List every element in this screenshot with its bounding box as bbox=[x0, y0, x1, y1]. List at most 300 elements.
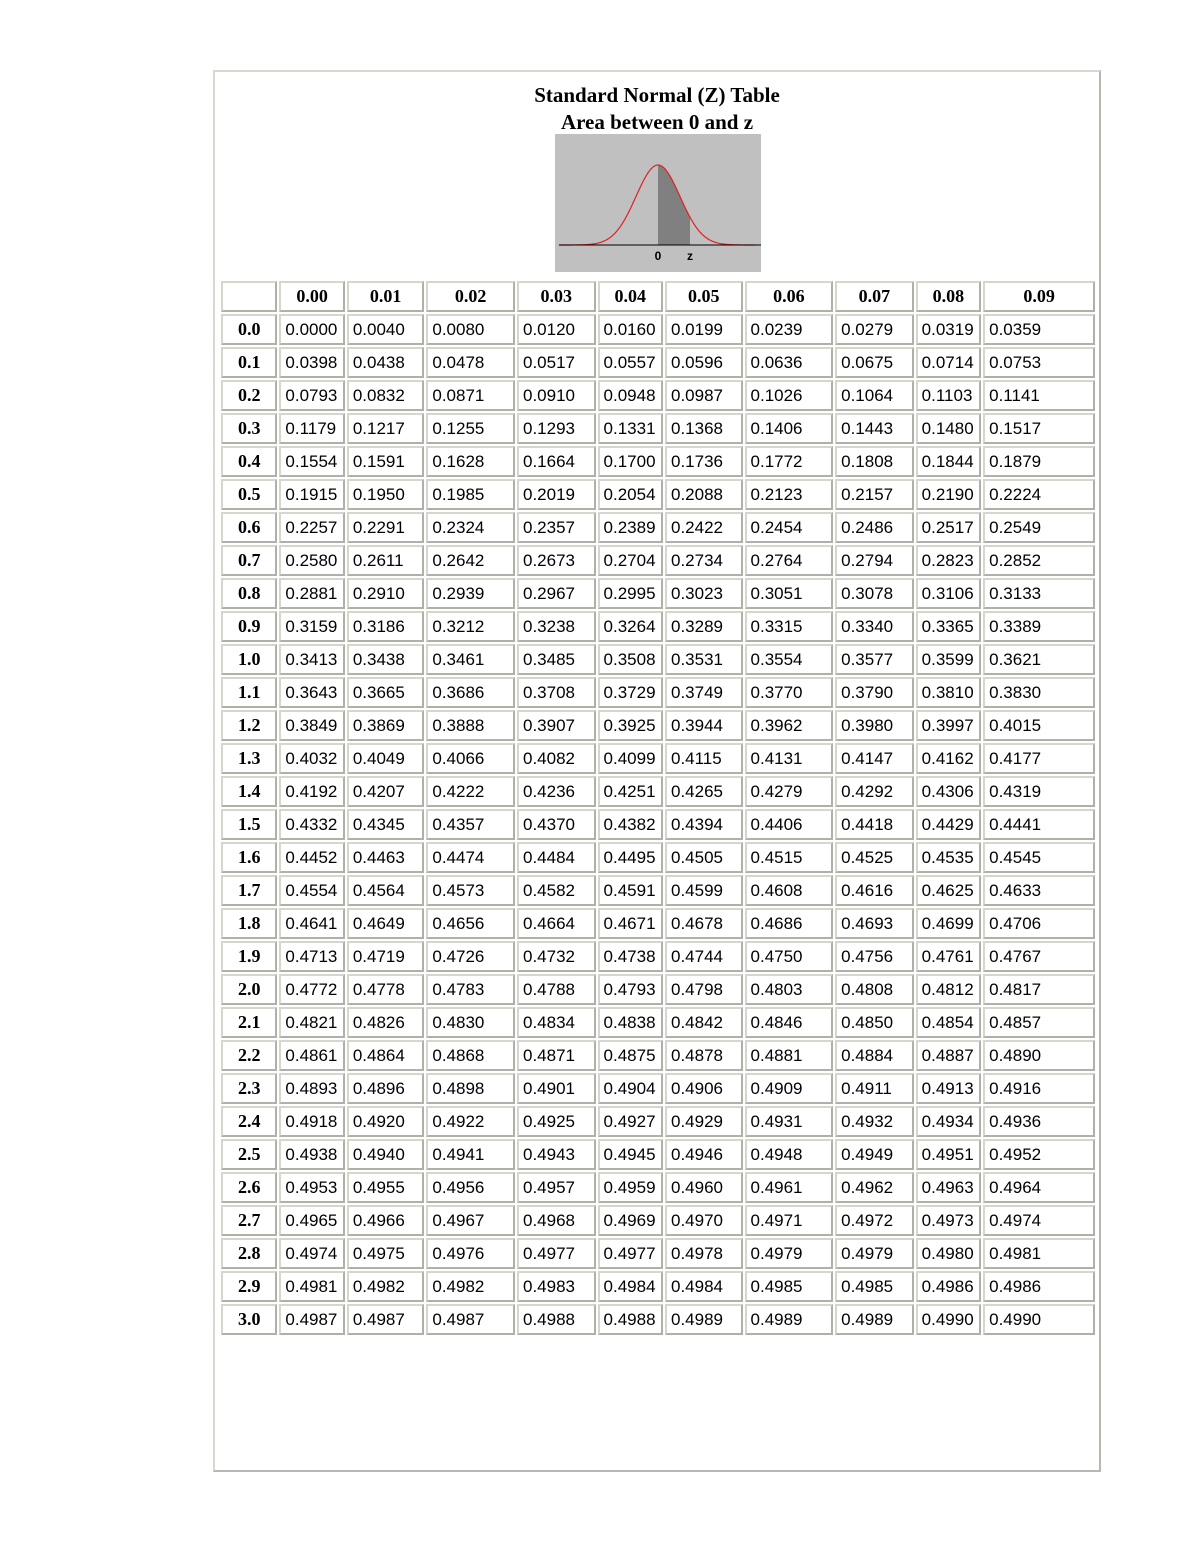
table-cell: 0.0478 bbox=[426, 347, 515, 378]
table-cell: 0.3051 bbox=[745, 578, 834, 609]
table-cell: 0.3365 bbox=[916, 611, 981, 642]
table-cell: 0.3238 bbox=[517, 611, 596, 642]
table-cell: 0.4452 bbox=[279, 842, 344, 873]
table-cell: 0.2939 bbox=[426, 578, 515, 609]
table-cell: 0.4989 bbox=[745, 1304, 834, 1335]
table-cell: 0.1591 bbox=[347, 446, 425, 477]
table-cell: 0.2764 bbox=[745, 545, 834, 576]
row-header: 1.8 bbox=[221, 908, 277, 939]
row-header: 2.8 bbox=[221, 1238, 277, 1269]
table-cell: 0.4967 bbox=[426, 1205, 515, 1236]
table-cell: 0.0160 bbox=[598, 314, 663, 345]
table-row bbox=[221, 380, 1095, 411]
table-cell: 0.4394 bbox=[665, 809, 743, 840]
table-cell: 0.4987 bbox=[279, 1304, 344, 1335]
table-cell: 0.3212 bbox=[426, 611, 515, 642]
table-cell: 0.3531 bbox=[665, 644, 743, 675]
table-cell: 0.2454 bbox=[745, 512, 834, 543]
table-cell: 0.4830 bbox=[426, 1007, 515, 1038]
table-row bbox=[221, 1172, 1095, 1203]
table-cell: 0.4625 bbox=[916, 875, 981, 906]
row-header: 0.6 bbox=[221, 512, 277, 543]
table-cell: 0.4808 bbox=[835, 974, 914, 1005]
table-cell: 0.0000 bbox=[279, 314, 344, 345]
table-cell: 0.0596 bbox=[665, 347, 743, 378]
table-cell: 0.4177 bbox=[983, 743, 1095, 774]
table-cell: 0.4788 bbox=[517, 974, 596, 1005]
table-cell: 0.4732 bbox=[517, 941, 596, 972]
table-cell: 0.3665 bbox=[347, 677, 425, 708]
table-cell: 0.0793 bbox=[279, 380, 344, 411]
table-cell: 0.4929 bbox=[665, 1106, 743, 1137]
table-cell: 0.0675 bbox=[835, 347, 914, 378]
table-cell: 0.4961 bbox=[745, 1172, 834, 1203]
row-header: 0.0 bbox=[221, 314, 277, 345]
table-cell: 0.4982 bbox=[426, 1271, 515, 1302]
table-cell: 0.0636 bbox=[745, 347, 834, 378]
header-row bbox=[221, 281, 1095, 312]
row-header: 2.6 bbox=[221, 1172, 277, 1203]
table-cell: 0.4693 bbox=[835, 908, 914, 939]
table-cell: 0.4896 bbox=[347, 1073, 425, 1104]
table-cell: 0.0120 bbox=[517, 314, 596, 345]
table-cell: 0.3438 bbox=[347, 644, 425, 675]
table-row bbox=[221, 908, 1095, 939]
table-body bbox=[221, 314, 1095, 1335]
table-cell: 0.4474 bbox=[426, 842, 515, 873]
table-cell: 0.4989 bbox=[835, 1304, 914, 1335]
table-cell: 0.3770 bbox=[745, 677, 834, 708]
table-cell: 0.2910 bbox=[347, 578, 425, 609]
table-cell: 0.1103 bbox=[916, 380, 981, 411]
table-row bbox=[221, 1073, 1095, 1104]
table-row bbox=[221, 314, 1095, 345]
table-cell: 0.4890 bbox=[983, 1040, 1095, 1071]
row-header: 0.2 bbox=[221, 380, 277, 411]
table-row bbox=[221, 1007, 1095, 1038]
table-cell: 0.4162 bbox=[916, 743, 981, 774]
table-cell: 0.4979 bbox=[745, 1238, 834, 1269]
table-cell: 0.4984 bbox=[598, 1271, 663, 1302]
table-cell: 0.4049 bbox=[347, 743, 425, 774]
table-row bbox=[221, 1106, 1095, 1137]
table-cell: 0.4974 bbox=[983, 1205, 1095, 1236]
table-cell: 0.4591 bbox=[598, 875, 663, 906]
table-cell: 0.3849 bbox=[279, 710, 344, 741]
table-cell: 0.3554 bbox=[745, 644, 834, 675]
table-cell: 0.4974 bbox=[279, 1238, 344, 1269]
table-cell: 0.4713 bbox=[279, 941, 344, 972]
table-cell: 0.4985 bbox=[835, 1271, 914, 1302]
table-cell: 0.3315 bbox=[745, 611, 834, 642]
table-cell: 0.2967 bbox=[517, 578, 596, 609]
table-cell: 0.1950 bbox=[347, 479, 425, 510]
table-cell: 0.2422 bbox=[665, 512, 743, 543]
table-row bbox=[221, 347, 1095, 378]
zero-label: 0 bbox=[654, 249, 662, 263]
table-row bbox=[221, 743, 1095, 774]
table-cell: 0.4972 bbox=[835, 1205, 914, 1236]
table-cell: 0.4756 bbox=[835, 941, 914, 972]
table-cell: 0.4884 bbox=[835, 1040, 914, 1071]
row-header: 2.0 bbox=[221, 974, 277, 1005]
table-cell: 0.4986 bbox=[916, 1271, 981, 1302]
table-cell: 0.4525 bbox=[835, 842, 914, 873]
table-cell: 0.3599 bbox=[916, 644, 981, 675]
table-cell: 0.1517 bbox=[983, 413, 1095, 444]
table-cell: 0.1879 bbox=[983, 446, 1095, 477]
table-cell: 0.4934 bbox=[916, 1106, 981, 1137]
row-header: 0.7 bbox=[221, 545, 277, 576]
table-cell: 0.1554 bbox=[279, 446, 344, 477]
row-header: 0.8 bbox=[221, 578, 277, 609]
table-cell: 0.1480 bbox=[916, 413, 981, 444]
table-row bbox=[221, 875, 1095, 906]
row-header: 1.4 bbox=[221, 776, 277, 807]
table-cell: 0.1293 bbox=[517, 413, 596, 444]
table-cell: 0.4821 bbox=[279, 1007, 344, 1038]
table-cell: 0.3686 bbox=[426, 677, 515, 708]
table-cell: 0.4953 bbox=[279, 1172, 344, 1203]
table-cell: 0.0753 bbox=[983, 347, 1095, 378]
table-row bbox=[221, 1139, 1095, 1170]
table-cell: 0.4963 bbox=[916, 1172, 981, 1203]
table-cell: 0.4878 bbox=[665, 1040, 743, 1071]
column-header: 0.00 bbox=[279, 281, 344, 312]
table-cell: 0.4484 bbox=[517, 842, 596, 873]
table-cell: 0.4345 bbox=[347, 809, 425, 840]
table-cell: 0.4969 bbox=[598, 1205, 663, 1236]
table-cell: 0.4989 bbox=[665, 1304, 743, 1335]
table-cell: 0.2019 bbox=[517, 479, 596, 510]
row-header: 0.4 bbox=[221, 446, 277, 477]
table-cell: 0.4265 bbox=[665, 776, 743, 807]
table-cell: 0.4582 bbox=[517, 875, 596, 906]
table-row bbox=[221, 611, 1095, 642]
table-row bbox=[221, 644, 1095, 675]
z-label: z bbox=[687, 249, 693, 263]
table-row bbox=[221, 578, 1095, 609]
table-cell: 0.4633 bbox=[983, 875, 1095, 906]
table-cell: 0.1064 bbox=[835, 380, 914, 411]
table-cell: 0.0239 bbox=[745, 314, 834, 345]
table-cell: 0.4505 bbox=[665, 842, 743, 873]
table-cell: 0.1443 bbox=[835, 413, 914, 444]
table-cell: 0.4783 bbox=[426, 974, 515, 1005]
title-block bbox=[215, 82, 1099, 136]
table-row bbox=[221, 809, 1095, 840]
table-cell: 0.3389 bbox=[983, 611, 1095, 642]
table-cell: 0.4842 bbox=[665, 1007, 743, 1038]
column-header: 0.08 bbox=[916, 281, 981, 312]
table-cell: 0.4803 bbox=[745, 974, 834, 1005]
table-cell: 0.0319 bbox=[916, 314, 981, 345]
table-cell: 0.4664 bbox=[517, 908, 596, 939]
table-cell: 0.0948 bbox=[598, 380, 663, 411]
table-cell: 0.4608 bbox=[745, 875, 834, 906]
table-cell: 0.4564 bbox=[347, 875, 425, 906]
table-cell: 0.4251 bbox=[598, 776, 663, 807]
table-cell: 0.2611 bbox=[347, 545, 425, 576]
table-cell: 0.3708 bbox=[517, 677, 596, 708]
table-cell: 0.1808 bbox=[835, 446, 914, 477]
table-cell: 0.4965 bbox=[279, 1205, 344, 1236]
row-header: 0.3 bbox=[221, 413, 277, 444]
table-cell: 0.4719 bbox=[347, 941, 425, 972]
table-cell: 0.1915 bbox=[279, 479, 344, 510]
table-cell: 0.4370 bbox=[517, 809, 596, 840]
table-cell: 0.1664 bbox=[517, 446, 596, 477]
table-row bbox=[221, 479, 1095, 510]
table-cell: 0.4864 bbox=[347, 1040, 425, 1071]
table-cell: 0.4949 bbox=[835, 1139, 914, 1170]
table-cell: 0.4429 bbox=[916, 809, 981, 840]
corner-cell bbox=[221, 281, 277, 312]
table-cell: 0.0517 bbox=[517, 347, 596, 378]
table-cell: 0.2190 bbox=[916, 479, 981, 510]
row-header: 2.3 bbox=[221, 1073, 277, 1104]
table-cell: 0.1985 bbox=[426, 479, 515, 510]
table-cell: 0.4941 bbox=[426, 1139, 515, 1170]
table-cell: 0.0359 bbox=[983, 314, 1095, 345]
table-row bbox=[221, 446, 1095, 477]
table-cell: 0.4973 bbox=[916, 1205, 981, 1236]
row-header: 1.5 bbox=[221, 809, 277, 840]
table-cell: 0.4817 bbox=[983, 974, 1095, 1005]
table-cell: 0.4931 bbox=[745, 1106, 834, 1137]
table-cell: 0.4131 bbox=[745, 743, 834, 774]
table-row bbox=[221, 710, 1095, 741]
table-cell: 0.4554 bbox=[279, 875, 344, 906]
table-row bbox=[221, 1238, 1095, 1269]
table-cell: 0.2704 bbox=[598, 545, 663, 576]
table-cell: 0.4943 bbox=[517, 1139, 596, 1170]
table-cell: 0.3997 bbox=[916, 710, 981, 741]
row-header: 1.3 bbox=[221, 743, 277, 774]
table-cell: 0.4192 bbox=[279, 776, 344, 807]
table-cell: 0.4901 bbox=[517, 1073, 596, 1104]
table-cell: 0.0438 bbox=[347, 347, 425, 378]
table-cell: 0.3962 bbox=[745, 710, 834, 741]
table-cell: 0.4990 bbox=[916, 1304, 981, 1335]
column-header: 0.09 bbox=[983, 281, 1095, 312]
z-table-panel bbox=[213, 70, 1101, 1472]
table-cell: 0.3810 bbox=[916, 677, 981, 708]
table-cell: 0.4975 bbox=[347, 1238, 425, 1269]
column-header: 0.04 bbox=[598, 281, 663, 312]
column-header: 0.02 bbox=[426, 281, 515, 312]
table-cell: 0.4738 bbox=[598, 941, 663, 972]
table-cell: 0.4945 bbox=[598, 1139, 663, 1170]
table-cell: 0.4099 bbox=[598, 743, 663, 774]
bell-curve-line bbox=[559, 165, 755, 245]
table-cell: 0.4898 bbox=[426, 1073, 515, 1104]
table-cell: 0.4906 bbox=[665, 1073, 743, 1104]
table-cell: 0.4964 bbox=[983, 1172, 1095, 1203]
table-cell: 0.2123 bbox=[745, 479, 834, 510]
table-cell: 0.4875 bbox=[598, 1040, 663, 1071]
table-cell: 0.4887 bbox=[916, 1040, 981, 1071]
table-cell: 0.0910 bbox=[517, 380, 596, 411]
table-cell: 0.4984 bbox=[665, 1271, 743, 1302]
page-title: Standard Normal (Z) Table bbox=[534, 83, 780, 107]
table-cell: 0.4767 bbox=[983, 941, 1095, 972]
table-cell: 0.4418 bbox=[835, 809, 914, 840]
table-cell: 0.2852 bbox=[983, 545, 1095, 576]
row-header: 2.5 bbox=[221, 1139, 277, 1170]
table-cell: 0.2088 bbox=[665, 479, 743, 510]
table-cell: 0.4292 bbox=[835, 776, 914, 807]
table-cell: 0.4911 bbox=[835, 1073, 914, 1104]
table-cell: 0.2517 bbox=[916, 512, 981, 543]
table-cell: 0.3508 bbox=[598, 644, 663, 675]
row-header: 3.0 bbox=[221, 1304, 277, 1335]
table-cell: 0.4744 bbox=[665, 941, 743, 972]
table-cell: 0.4793 bbox=[598, 974, 663, 1005]
row-header: 2.1 bbox=[221, 1007, 277, 1038]
table-cell: 0.4962 bbox=[835, 1172, 914, 1203]
column-header: 0.07 bbox=[835, 281, 914, 312]
table-cell: 0.4966 bbox=[347, 1205, 425, 1236]
table-cell: 0.4357 bbox=[426, 809, 515, 840]
table-cell: 0.4678 bbox=[665, 908, 743, 939]
table-cell: 0.3830 bbox=[983, 677, 1095, 708]
page-subtitle: Area between 0 and z bbox=[560, 110, 754, 134]
table-cell: 0.4798 bbox=[665, 974, 743, 1005]
table-cell: 0.2224 bbox=[983, 479, 1095, 510]
table-cell: 0.0714 bbox=[916, 347, 981, 378]
table-cell: 0.0987 bbox=[665, 380, 743, 411]
table-cell: 0.2642 bbox=[426, 545, 515, 576]
table-cell: 0.2157 bbox=[835, 479, 914, 510]
table-cell: 0.1255 bbox=[426, 413, 515, 444]
table-row bbox=[221, 974, 1095, 1005]
table-cell: 0.3340 bbox=[835, 611, 914, 642]
table-cell: 0.4850 bbox=[835, 1007, 914, 1038]
table-cell: 0.4904 bbox=[598, 1073, 663, 1104]
table-cell: 0.4871 bbox=[517, 1040, 596, 1071]
table-cell: 0.4982 bbox=[347, 1271, 425, 1302]
column-header: 0.01 bbox=[347, 281, 425, 312]
table-cell: 0.4082 bbox=[517, 743, 596, 774]
table-cell: 0.4986 bbox=[983, 1271, 1095, 1302]
table-cell: 0.4960 bbox=[665, 1172, 743, 1203]
table-cell: 0.3461 bbox=[426, 644, 515, 675]
table-cell: 0.2794 bbox=[835, 545, 914, 576]
column-header: 0.05 bbox=[665, 281, 743, 312]
table-cell: 0.4957 bbox=[517, 1172, 596, 1203]
table-cell: 0.4616 bbox=[835, 875, 914, 906]
table-cell: 0.2054 bbox=[598, 479, 663, 510]
table-cell: 0.1736 bbox=[665, 446, 743, 477]
table-cell: 0.4495 bbox=[598, 842, 663, 873]
table-cell: 0.4893 bbox=[279, 1073, 344, 1104]
row-header: 1.7 bbox=[221, 875, 277, 906]
table-row bbox=[221, 413, 1095, 444]
table-cell: 0.3577 bbox=[835, 644, 914, 675]
table-cell: 0.4922 bbox=[426, 1106, 515, 1137]
table-cell: 0.2291 bbox=[347, 512, 425, 543]
table-cell: 0.1700 bbox=[598, 446, 663, 477]
table-cell: 0.4988 bbox=[598, 1304, 663, 1335]
table-cell: 0.2881 bbox=[279, 578, 344, 609]
table-cell: 0.2389 bbox=[598, 512, 663, 543]
table-cell: 0.1406 bbox=[745, 413, 834, 444]
shaded-area bbox=[658, 165, 690, 245]
table-cell: 0.2357 bbox=[517, 512, 596, 543]
table-cell: 0.3133 bbox=[983, 578, 1095, 609]
row-header: 1.2 bbox=[221, 710, 277, 741]
table-cell: 0.4979 bbox=[835, 1238, 914, 1269]
table-cell: 0.2673 bbox=[517, 545, 596, 576]
table-cell: 0.4236 bbox=[517, 776, 596, 807]
table-cell: 0.3888 bbox=[426, 710, 515, 741]
table-row bbox=[221, 512, 1095, 543]
row-header: 2.2 bbox=[221, 1040, 277, 1071]
table-cell: 0.3729 bbox=[598, 677, 663, 708]
table-cell: 0.3643 bbox=[279, 677, 344, 708]
table-cell: 0.4988 bbox=[517, 1304, 596, 1335]
table-cell: 0.4441 bbox=[983, 809, 1095, 840]
table-cell: 0.4812 bbox=[916, 974, 981, 1005]
row-header: 0.9 bbox=[221, 611, 277, 642]
table-cell: 0.4545 bbox=[983, 842, 1095, 873]
table-cell: 0.1179 bbox=[279, 413, 344, 444]
row-header: 2.7 bbox=[221, 1205, 277, 1236]
normal-curve-svg bbox=[555, 134, 761, 272]
table-cell: 0.3907 bbox=[517, 710, 596, 741]
table-cell: 0.4977 bbox=[517, 1238, 596, 1269]
table-cell: 0.3186 bbox=[347, 611, 425, 642]
table-cell: 0.4726 bbox=[426, 941, 515, 972]
table-cell: 0.1772 bbox=[745, 446, 834, 477]
table-cell: 0.3790 bbox=[835, 677, 914, 708]
table-cell: 0.3485 bbox=[517, 644, 596, 675]
table-cell: 0.3106 bbox=[916, 578, 981, 609]
row-header: 1.1 bbox=[221, 677, 277, 708]
table-cell: 0.0832 bbox=[347, 380, 425, 411]
table-cell: 0.1026 bbox=[745, 380, 834, 411]
table-cell: 0.4535 bbox=[916, 842, 981, 873]
table-cell: 0.4826 bbox=[347, 1007, 425, 1038]
table-cell: 0.4599 bbox=[665, 875, 743, 906]
table-cell: 0.4699 bbox=[916, 908, 981, 939]
table-cell: 0.4015 bbox=[983, 710, 1095, 741]
table-cell: 0.4846 bbox=[745, 1007, 834, 1038]
table-cell: 0.4940 bbox=[347, 1139, 425, 1170]
table-cell: 0.3413 bbox=[279, 644, 344, 675]
table-cell: 0.4838 bbox=[598, 1007, 663, 1038]
table-cell: 0.4032 bbox=[279, 743, 344, 774]
table-cell: 0.1368 bbox=[665, 413, 743, 444]
table-row bbox=[221, 842, 1095, 873]
table-cell: 0.2580 bbox=[279, 545, 344, 576]
row-header: 1.0 bbox=[221, 644, 277, 675]
table-cell: 0.4983 bbox=[517, 1271, 596, 1302]
table-cell: 0.4956 bbox=[426, 1172, 515, 1203]
table-cell: 0.4980 bbox=[916, 1238, 981, 1269]
table-cell: 0.3621 bbox=[983, 644, 1095, 675]
table-cell: 0.4913 bbox=[916, 1073, 981, 1104]
table-cell: 0.1628 bbox=[426, 446, 515, 477]
table-cell: 0.4306 bbox=[916, 776, 981, 807]
table-cell: 0.4936 bbox=[983, 1106, 1095, 1137]
table-cell: 0.0871 bbox=[426, 380, 515, 411]
table-cell: 0.3289 bbox=[665, 611, 743, 642]
table-cell: 0.4854 bbox=[916, 1007, 981, 1038]
table-cell: 0.4686 bbox=[745, 908, 834, 939]
table-cell: 0.4970 bbox=[665, 1205, 743, 1236]
